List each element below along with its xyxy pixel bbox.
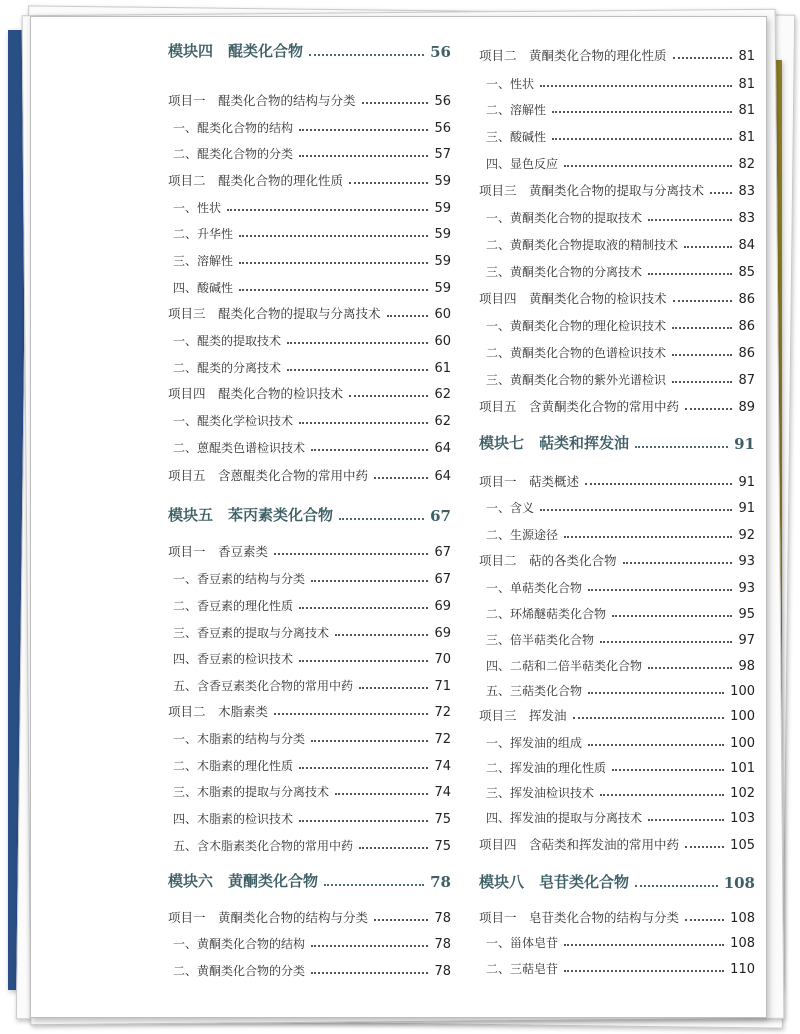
toc-entry-page-number: 74 <box>434 759 451 774</box>
toc-sub-entry <box>486 499 755 516</box>
toc-sub-entry <box>486 75 755 92</box>
toc-entry-title: 三、酸碱性 <box>486 130 547 144</box>
toc-entry-page-number: 70 <box>434 652 451 667</box>
toc-sub-entry <box>173 119 451 136</box>
toc-item-entry <box>479 182 755 199</box>
toc-sub-entry <box>486 128 755 145</box>
toc-entry-page-number: 86 <box>738 319 755 334</box>
toc-sub-entry <box>173 279 451 296</box>
toc-entry-page-number: 82 <box>738 157 755 172</box>
toc-entry-title: 四、显色反应 <box>486 157 559 171</box>
leader-dots <box>672 327 732 329</box>
toc-sub-entry <box>173 730 451 747</box>
leader-dots <box>648 819 724 821</box>
toc-entry-page-number: 56 <box>430 43 451 61</box>
toc-sub-entry <box>486 101 755 118</box>
toc-entry-title: 二、三萜皂苷 <box>486 962 559 976</box>
leader-dots <box>585 483 732 485</box>
leader-dots <box>374 919 428 921</box>
toc-entry-title: 三、黄酮类化合物的分离技术 <box>486 265 643 279</box>
toc-entry-title: 项目一 香豆素类 <box>168 544 269 559</box>
leader-dots <box>648 219 732 221</box>
toc-entry-title: 模块四 醌类化合物 <box>168 42 304 60</box>
toc-sub-entry <box>173 199 451 216</box>
toc-sub-entry <box>173 252 451 269</box>
toc-entry-page-number: 101 <box>730 761 755 776</box>
leader-dots <box>612 769 724 771</box>
leader-dots <box>600 794 724 796</box>
toc-sub-entry <box>486 934 755 951</box>
toc-entry-page-number: 86 <box>738 346 755 361</box>
toc-entry-title: 项目一 醌类化合物的结构与分类 <box>168 93 356 108</box>
toc-sub-entry <box>486 155 755 172</box>
toc-entry-page-number: 93 <box>738 554 755 569</box>
toc-entry-title: 项目三 醌类化合物的提取与分离技术 <box>168 306 381 321</box>
leader-dots <box>311 972 428 974</box>
leader-dots <box>349 395 428 397</box>
leader-dots <box>362 102 429 104</box>
leader-dots <box>359 687 428 689</box>
leader-dots <box>274 713 428 715</box>
toc-sub-entry <box>173 570 451 587</box>
leader-dots <box>540 509 732 511</box>
toc-entry-title: 三、黄酮类化合物的紫外光谱检识 <box>486 373 667 387</box>
toc-sub-entry <box>486 579 755 596</box>
toc-entry-title: 二、溶解性 <box>486 103 547 117</box>
toc-entry-page-number: 59 <box>434 201 451 216</box>
toc-sub-entry <box>486 960 755 977</box>
leader-dots <box>299 422 428 424</box>
toc-entry-title: 二、醌类化合物的分类 <box>173 147 294 161</box>
toc-entry-page-number: 59 <box>434 174 451 189</box>
toc-entry-page-number: 59 <box>434 227 451 242</box>
toc-entry-page-number: 61 <box>434 361 451 376</box>
leader-dots <box>564 536 732 538</box>
toc-entry-page-number: 56 <box>434 121 451 136</box>
toc-entry-page-number: 64 <box>434 441 451 456</box>
toc-item-entry <box>479 47 755 64</box>
toc-entry-page-number: 110 <box>730 962 755 977</box>
toc-sub-entry <box>173 359 451 376</box>
leader-dots <box>299 607 428 609</box>
leader-dots <box>564 944 724 946</box>
toc-entry-page-number: 62 <box>434 387 451 402</box>
toc-entry-page-number: 64 <box>434 469 451 484</box>
toc-sub-entry <box>486 809 755 826</box>
toc-entry-title: 二、环烯醚萜类化合物 <box>486 607 607 621</box>
toc-entry-page-number: 100 <box>730 684 755 699</box>
toc-entry-title: 二、挥发油的理化性质 <box>486 761 607 775</box>
leader-dots <box>311 449 428 451</box>
toc-entry-page-number: 86 <box>738 292 755 307</box>
toc-entry-page-number: 108 <box>730 936 755 951</box>
toc-entry-page-number: 97 <box>738 633 755 648</box>
toc-sub-entry <box>173 225 451 242</box>
toc-item-entry <box>479 290 755 307</box>
toc-entry-page-number: 108 <box>730 911 755 926</box>
toc-entry-title: 项目二 醌类化合物的理化性质 <box>168 173 344 188</box>
leader-dots <box>324 884 424 886</box>
toc-entry-page-number: 100 <box>730 736 755 751</box>
toc-entry-title: 五、三萜类化合物 <box>486 684 583 698</box>
toc-entry-page-number: 60 <box>434 307 451 322</box>
toc-module-entry <box>168 869 451 891</box>
toc-sub-entry <box>486 263 755 280</box>
leader-dots <box>672 354 732 356</box>
leader-dots <box>623 562 733 564</box>
toc-entry-title: 四、酸碱性 <box>173 281 234 295</box>
toc-entry-title: 项目二 木脂素类 <box>168 704 269 719</box>
toc-entry-page-number: 91 <box>738 501 755 516</box>
toc-sub-entry <box>173 935 451 952</box>
toc-sub-entry <box>173 332 451 349</box>
toc-entry-page-number: 81 <box>738 103 755 118</box>
leader-dots <box>685 408 732 410</box>
toc-entry-title: 三、木脂素的提取与分离技术 <box>173 785 330 799</box>
toc-sub-entry <box>486 682 755 699</box>
toc-entry-title: 项目二 黄酮类化合物的理化性质 <box>479 48 667 63</box>
toc-entry-page-number: 91 <box>738 475 755 490</box>
toc-item-entry <box>168 909 451 926</box>
leader-dots <box>564 165 732 167</box>
leader-dots <box>309 54 424 56</box>
toc-module-entry <box>479 431 755 453</box>
toc-sub-entry <box>173 412 451 429</box>
leader-dots <box>239 235 428 237</box>
toc-entry-page-number: 59 <box>434 254 451 269</box>
toc-entry-title: 一、黄酮类化合物的理化检识技术 <box>486 319 667 333</box>
toc-item-entry <box>479 909 755 926</box>
toc-module-entry <box>168 39 451 61</box>
toc-module-entry <box>168 503 451 525</box>
toc-entry-page-number: 62 <box>434 414 451 429</box>
toc-entry-page-number: 78 <box>434 937 451 952</box>
toc-item-entry <box>168 172 451 189</box>
toc-entry-title: 一、单萜类化合物 <box>486 581 583 595</box>
toc-sub-entry <box>486 759 755 776</box>
leader-dots <box>685 846 724 848</box>
toc-entry-title: 项目一 萜类概述 <box>479 474 580 489</box>
toc-entry-page-number: 84 <box>738 238 755 253</box>
toc-entry-page-number: 83 <box>738 184 755 199</box>
toc-entry-page-number: 83 <box>738 211 755 226</box>
leader-dots <box>672 381 732 383</box>
toc-entry-title: 一、醌类化学检识技术 <box>173 414 294 428</box>
toc-entry-title: 项目二 萜的各类化合物 <box>479 553 617 568</box>
toc-entry-page-number: 60 <box>434 334 451 349</box>
toc-sub-entry <box>173 757 451 774</box>
leader-dots <box>239 262 428 264</box>
leader-dots <box>648 667 732 669</box>
toc-sub-entry <box>173 145 451 162</box>
toc-entry-title: 三、香豆素的提取与分离技术 <box>173 626 330 640</box>
leader-dots <box>635 446 728 448</box>
toc-entry-page-number: 105 <box>730 838 755 853</box>
toc-entry-page-number: 103 <box>730 811 755 826</box>
toc-entry-title: 项目四 醌类化合物的检识技术 <box>168 386 344 401</box>
toc-entry-page-number: 67 <box>430 507 451 525</box>
leader-dots <box>335 634 428 636</box>
toc-entry-page-number: 75 <box>434 812 451 827</box>
leader-dots <box>673 57 733 59</box>
toc-sub-entry <box>486 657 755 674</box>
toc-entry-title: 二、黄酮类化合物提取液的精制技术 <box>486 238 679 252</box>
toc-entry-title: 项目三 挥发油 <box>479 708 567 723</box>
toc-entry-title: 二、黄酮类化合物的色谱检识技术 <box>486 346 667 360</box>
leader-dots <box>387 315 429 317</box>
leader-dots <box>710 192 732 194</box>
toc-sub-entry <box>486 371 755 388</box>
toc-entry-page-number: 78 <box>434 964 451 979</box>
toc-entry-title: 模块六 黄酮类化合物 <box>168 872 319 890</box>
toc-entry-title: 五、含香豆素类化合物的常用中药 <box>173 679 354 693</box>
leader-dots <box>552 138 732 140</box>
toc-module-entry <box>479 870 755 892</box>
toc-entry-title: 二、黄酮类化合物的分类 <box>173 964 306 978</box>
toc-entry-page-number: 100 <box>730 709 755 724</box>
leader-dots <box>588 744 724 746</box>
leader-dots <box>685 919 724 921</box>
leader-dots <box>287 369 428 371</box>
leader-dots <box>573 717 725 719</box>
toc-entry-title: 二、蒽醌类色谱检识技术 <box>173 441 306 455</box>
toc-sub-entry <box>173 810 451 827</box>
toc-entry-title: 四、木脂素的检识技术 <box>173 812 294 826</box>
toc-item-entry <box>168 305 451 322</box>
leader-dots <box>349 182 428 184</box>
toc-entry-title: 一、醌类化合物的结构 <box>173 121 294 135</box>
leader-dots <box>299 820 428 822</box>
toc-sub-entry <box>486 734 755 751</box>
toc-entry-title: 一、性状 <box>173 201 222 215</box>
leader-dots <box>540 85 732 87</box>
toc-entry-title: 四、二萜和二倍半萜类化合物 <box>486 659 643 673</box>
leader-dots <box>684 246 732 248</box>
toc-entry-page-number: 56 <box>434 94 451 109</box>
toc-entry-title: 二、香豆素的理化性质 <box>173 599 294 613</box>
toc-sub-entry <box>173 962 451 979</box>
toc-entry-page-number: 85 <box>738 265 755 280</box>
toc-entry-title: 四、挥发油的提取与分离技术 <box>486 811 643 825</box>
toc-sub-entry <box>486 631 755 648</box>
toc-entry-page-number: 102 <box>730 786 755 801</box>
toc-sub-entry <box>486 526 755 543</box>
toc-entry-page-number: 67 <box>434 572 451 587</box>
toc-entry-page-number: 81 <box>738 49 755 64</box>
toc-entry-page-number: 72 <box>434 705 451 720</box>
leader-dots <box>299 155 428 157</box>
toc-entry-title: 四、香豆素的检识技术 <box>173 652 294 666</box>
toc-page <box>30 16 767 1018</box>
toc-entry-page-number: 72 <box>434 732 451 747</box>
leader-dots <box>374 477 428 479</box>
toc-entry-title: 二、升华性 <box>173 227 234 241</box>
toc-entry-page-number: 69 <box>434 626 451 641</box>
leader-dots <box>299 660 428 662</box>
toc-item-entry <box>168 385 451 402</box>
toc-item-entry <box>168 92 451 109</box>
toc-entry-page-number: 81 <box>738 77 755 92</box>
toc-sub-entry <box>173 597 451 614</box>
toc-entry-page-number: 69 <box>434 599 451 614</box>
leader-dots <box>335 793 428 795</box>
toc-item-entry <box>479 552 755 569</box>
toc-entry-page-number: 78 <box>430 873 451 891</box>
toc-entry-title: 项目一 黄酮类化合物的结构与分类 <box>168 910 369 925</box>
toc-sub-entry <box>486 344 755 361</box>
toc-entry-page-number: 74 <box>434 785 451 800</box>
toc-entry-title: 项目三 黄酮类化合物的提取与分离技术 <box>479 183 705 198</box>
leader-dots <box>274 553 428 555</box>
toc-entry-title: 一、木脂素的结构与分类 <box>173 732 306 746</box>
toc-entry-page-number: 108 <box>723 874 755 892</box>
toc-entry-page-number: 57 <box>434 147 451 162</box>
toc-sub-entry <box>173 650 451 667</box>
toc-item-entry <box>168 543 451 560</box>
leader-dots <box>673 300 733 302</box>
toc-entry-title: 一、性状 <box>486 77 535 91</box>
toc-sub-entry <box>486 209 755 226</box>
toc-entry-title: 项目四 含萜类和挥发油的常用中药 <box>479 837 680 852</box>
toc-entry-page-number: 75 <box>434 839 451 854</box>
leader-dots <box>588 589 732 591</box>
toc-sub-entry <box>486 317 755 334</box>
toc-entry-page-number: 92 <box>738 528 755 543</box>
leader-dots <box>588 692 724 694</box>
toc-entry-title: 三、挥发油检识技术 <box>486 786 595 800</box>
toc-entry-title: 一、黄酮类化合物的结构 <box>173 937 306 951</box>
toc-sub-entry <box>173 783 451 800</box>
toc-entry-title: 项目四 黄酮类化合物的检识技术 <box>479 291 667 306</box>
toc-entry-title: 一、醌类的提取技术 <box>173 334 282 348</box>
toc-entry-title: 项目五 含黄酮类化合物的常用中药 <box>479 399 680 414</box>
toc-entry-title: 一、含义 <box>486 501 535 515</box>
leader-dots <box>600 641 732 643</box>
toc-item-entry <box>168 467 451 484</box>
toc-entry-page-number: 81 <box>738 130 755 145</box>
toc-entry-title: 一、香豆素的结构与分类 <box>173 572 306 586</box>
toc-entry-title: 一、黄酮类化合物的提取技术 <box>486 211 643 225</box>
toc-entry-page-number: 95 <box>738 607 755 622</box>
toc-entry-page-number: 87 <box>738 373 755 388</box>
leader-dots <box>564 970 724 972</box>
toc-sub-entry <box>486 236 755 253</box>
toc-entry-page-number: 98 <box>738 659 755 674</box>
toc-item-entry <box>479 473 755 490</box>
toc-entry-title: 五、含木脂素类化合物的常用中药 <box>173 839 354 853</box>
leader-dots <box>552 111 732 113</box>
toc-entry-title: 一、甾体皂苷 <box>486 936 559 950</box>
toc-entry-title: 项目一 皂苷类化合物的结构与分类 <box>479 910 680 925</box>
leader-dots <box>287 342 428 344</box>
leader-dots <box>299 767 428 769</box>
toc-item-entry <box>479 836 755 853</box>
leader-dots <box>359 847 428 849</box>
toc-entry-page-number: 89 <box>738 400 755 415</box>
toc-item-entry <box>479 398 755 415</box>
leader-dots <box>339 518 424 520</box>
leader-dots <box>612 615 732 617</box>
toc-entry-page-number: 78 <box>434 911 451 926</box>
toc-entry-title: 模块七 萜类和挥发油 <box>479 434 630 452</box>
toc-sub-entry <box>486 605 755 622</box>
toc-sub-entry <box>173 677 451 694</box>
toc-entry-title: 二、生源途径 <box>486 528 559 542</box>
leader-dots <box>299 129 428 131</box>
toc-entry-title: 模块五 苯丙素类化合物 <box>168 506 334 524</box>
toc-entry-page-number: 93 <box>738 581 755 596</box>
leader-dots <box>635 885 718 887</box>
toc-entry-page-number: 91 <box>734 435 755 453</box>
toc-sub-entry <box>173 624 451 641</box>
toc-entry-title: 一、挥发油的组成 <box>486 736 583 750</box>
toc-sub-entry <box>173 837 451 854</box>
toc-entry-page-number: 67 <box>434 545 451 560</box>
toc-entry-title: 项目五 含蒽醌类化合物的常用中药 <box>168 468 369 483</box>
toc-item-entry <box>168 703 451 720</box>
toc-entry-title: 三、倍半萜类化合物 <box>486 633 595 647</box>
toc-entry-title: 二、醌类的分离技术 <box>173 361 282 375</box>
leader-dots <box>311 740 428 742</box>
leader-dots <box>227 209 428 211</box>
leader-dots <box>648 273 732 275</box>
toc-sub-entry <box>486 784 755 801</box>
toc-entry-title: 模块八 皂苷类化合物 <box>479 873 630 891</box>
toc-entry-title: 三、溶解性 <box>173 254 234 268</box>
toc-entry-title: 二、木脂素的理化性质 <box>173 759 294 773</box>
leader-dots <box>311 580 428 582</box>
leader-dots <box>311 945 428 947</box>
toc-entry-page-number: 59 <box>434 281 451 296</box>
toc-item-entry <box>479 707 755 724</box>
toc-entry-page-number: 71 <box>434 679 451 694</box>
leader-dots <box>239 289 428 291</box>
toc-sub-entry <box>173 439 451 456</box>
